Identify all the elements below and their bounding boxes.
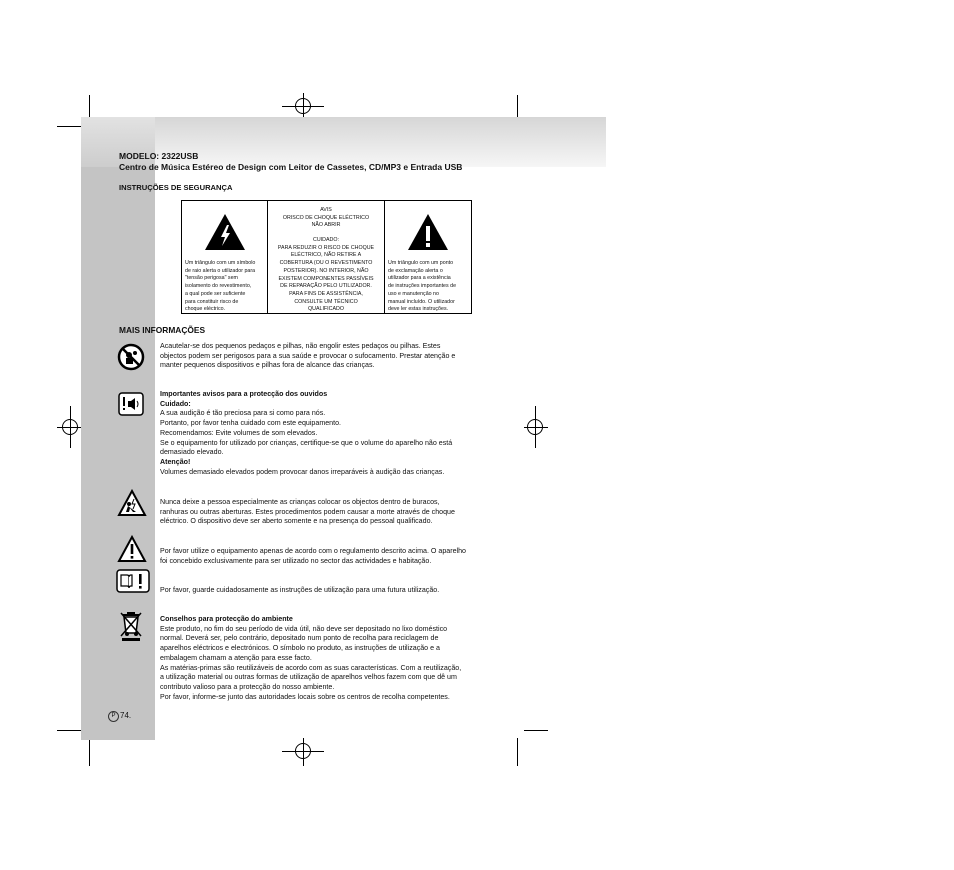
manual-book-icon <box>116 569 150 593</box>
registration-circle <box>527 419 543 435</box>
usage-paragraph <box>160 547 512 566</box>
left-warning-line: de raio alerta o utilizador para <box>185 267 256 274</box>
paragraph-line: a utilização material ou outras formas de utilização de aparelhos velhos fazem com que dê um <box>160 673 457 682</box>
page-number: 74. <box>120 711 132 720</box>
right-warning-line: manual incluído. O utilizador <box>388 298 455 305</box>
openings-paragraph <box>160 498 512 527</box>
paragraph-line: Por favor utilize o equipamento apenas de acordo com o regulamento descrito acima. O aparelho <box>160 547 466 555</box>
side-bar <box>81 167 155 740</box>
paragraph-line: objectos podem ser perigosos para a sua saúde e provocar o sufocamento. Prestar atenção e <box>160 351 456 360</box>
right-warning-line: de instruções importantes de <box>388 283 457 290</box>
paragraph-line: contributo valioso para a protecção do nosso ambiente. <box>160 682 335 691</box>
right-warning-line: de exclamação alerta o <box>388 267 443 274</box>
crossed-out-bin-icon <box>119 610 143 642</box>
center-warning-line: NÃO ABRIR <box>311 222 341 229</box>
model-title: MODELO: 2322USB <box>119 151 199 161</box>
environment-title: Conselhos para protecção do ambiente <box>160 615 293 623</box>
crop-mark <box>89 738 90 766</box>
keep-instructions-paragraph <box>160 586 512 596</box>
paragraph-line: Se o equipamento for utilizado por crianças, certifique-se que o volume do aparelho não está <box>160 438 453 447</box>
center-warning-line: DE REPARAÇÃO PELO UTILIZADOR. <box>280 283 372 290</box>
left-warning-line: para constituir risco de <box>185 298 239 305</box>
electric-shock-warning-icon <box>117 489 147 517</box>
center-warning-line: ELÉCTRICO, NÃO RETIRE A <box>290 252 362 259</box>
paragraph-line: manter pequenos dispositivos e pilhas fora de alcance das crianças. <box>160 361 375 370</box>
registration-circle <box>295 98 311 114</box>
paragraph-line: Volumes demasiado elevados podem provocar danos irreparáveis à audição das crianças. <box>160 467 445 476</box>
right-warning-line: uso e manutenção no <box>388 290 439 297</box>
paragraph-line: eléctrico. O dispositivo deve ser aberto somente e na presença do pessoal qualificado. <box>160 517 433 526</box>
center-warning-line: EXISTEM COMPONENTES PASSÍVEIS <box>278 275 374 282</box>
paragraph-line: ranhuras ou outras aberturas. Estes procedimentos podem causar a morte através de choque <box>160 507 455 516</box>
warning-triangle-icon <box>117 535 147 563</box>
left-warning-line: isolamento do revestimento, <box>185 283 252 290</box>
center-warning-line: COBERTURA (OU O REVESTIMENTO <box>279 260 373 267</box>
center-warning-line: CUIDADO: <box>313 237 339 243</box>
hearing-warning-icon <box>118 392 144 416</box>
paragraph-line: A sua audição é tão preciosa para si como para nós. <box>160 409 326 418</box>
paragraph-line: As matérias-primas são reutilizáveis de acordo com as suas características. Com a reutilização, <box>160 663 462 672</box>
language-badge: P <box>108 711 119 722</box>
paragraph-line: aparelhos eléctricos e electrónicos. O símbolo no produto, as instruções de utilização e a <box>160 644 440 653</box>
paragraph-line: Por favor, guarde cuidadosamente as instruções de utilização para uma futura utilização. <box>160 586 440 594</box>
paragraph-line: Por favor, informe-se junto das autoridades locais sobre os centros de recolha competentes. <box>160 692 450 701</box>
center-warning-line: ORISCO DE CHOQUE ELÉCTRICO <box>282 214 370 221</box>
center-warning-line: AVIS <box>320 207 332 213</box>
center-warning-line: PARA FINS DE ASSISTÊNCIA, <box>289 290 363 297</box>
no-small-parts-icon <box>117 343 145 371</box>
left-warning-line: a qual pode ser suficiente <box>185 290 246 297</box>
small-parts-paragraph <box>160 342 512 371</box>
warning-cell-left <box>182 201 268 313</box>
paragraph-line: Acautelar-se dos pequenos pedaços e pilhas, não engolir estes pedaços ou pilhas. Estes <box>160 342 441 350</box>
left-warning-line: choque eléctrico. <box>185 306 226 313</box>
lightning-triangle-icon <box>203 212 247 252</box>
paragraph-line: Nunca deixe a pessoa especialmente as crianças colocar os objectos dentro de buracos, <box>160 498 440 506</box>
paragraph-line: Portanto, por favor tenha cuidado com este equipamento. <box>160 419 342 428</box>
safety-warning-box <box>181 200 472 314</box>
environment-paragraph <box>160 615 512 702</box>
left-warning-line: "tensão perigosa" sem <box>185 275 238 282</box>
warning-cell-right <box>385 201 471 313</box>
attention-label: Atenção! <box>160 457 191 466</box>
more-info-heading: MAIS INFORMAÇÕES <box>119 325 206 335</box>
paragraph-line: embalagem chamam a atenção para esse facto. <box>160 653 312 662</box>
safety-heading: INSTRUÇÕES DE SEGURANÇA <box>119 183 233 192</box>
paragraph-line: Recomendamos: Evite volumes de som elevados. <box>160 428 318 437</box>
center-warning-line: POSTERIOR). NO INTERIOR, NÃO <box>283 267 369 274</box>
crop-mark <box>57 126 81 127</box>
center-warning-line: QUALIFICADO <box>308 306 344 313</box>
registration-circle <box>295 743 311 759</box>
right-warning-line: utilizador para a existência <box>388 275 451 282</box>
registration-circle <box>62 419 78 435</box>
right-warning-line: Um triângulo com um ponto <box>388 260 454 266</box>
crop-mark <box>524 730 548 731</box>
crop-mark <box>57 730 81 731</box>
paragraph-line: normal. Deverá ser, pelo contrário, depositado num ponto de recolha para reciclagem de <box>160 634 439 643</box>
paragraph-line: demasiado elevado. <box>160 448 224 457</box>
left-warning-line: Um triângulo com um símbolo <box>185 260 256 266</box>
right-warning-line: deve ler estas instruções. <box>388 306 449 313</box>
product-subtitle: Centro de Música Estéreo de Design com Leitor de Cassetes, CD/MP3 e Entrada USB <box>119 162 463 172</box>
center-warning-line: CONSULTE UM TÉCNICO <box>294 298 358 305</box>
caution-label: Cuidado: <box>160 399 191 408</box>
exclamation-triangle-icon <box>406 212 450 252</box>
hearing-title: Importantes avisos para a protecção dos ouvidos <box>160 390 328 398</box>
hearing-paragraph <box>160 390 512 477</box>
header-band <box>155 117 606 167</box>
crop-mark <box>517 738 518 766</box>
warning-cell-center <box>268 201 385 313</box>
paragraph-line: foi concebido exclusivamente para ser utilizado no sector das actividades e habitação. <box>160 556 432 565</box>
center-warning-line: PARA REDUZIR O RISCO DE CHOQUE <box>277 244 375 251</box>
paragraph-line: Este produto, no fim do seu período de vida útil, não deve ser depositado no lixo doméstico <box>160 624 448 633</box>
